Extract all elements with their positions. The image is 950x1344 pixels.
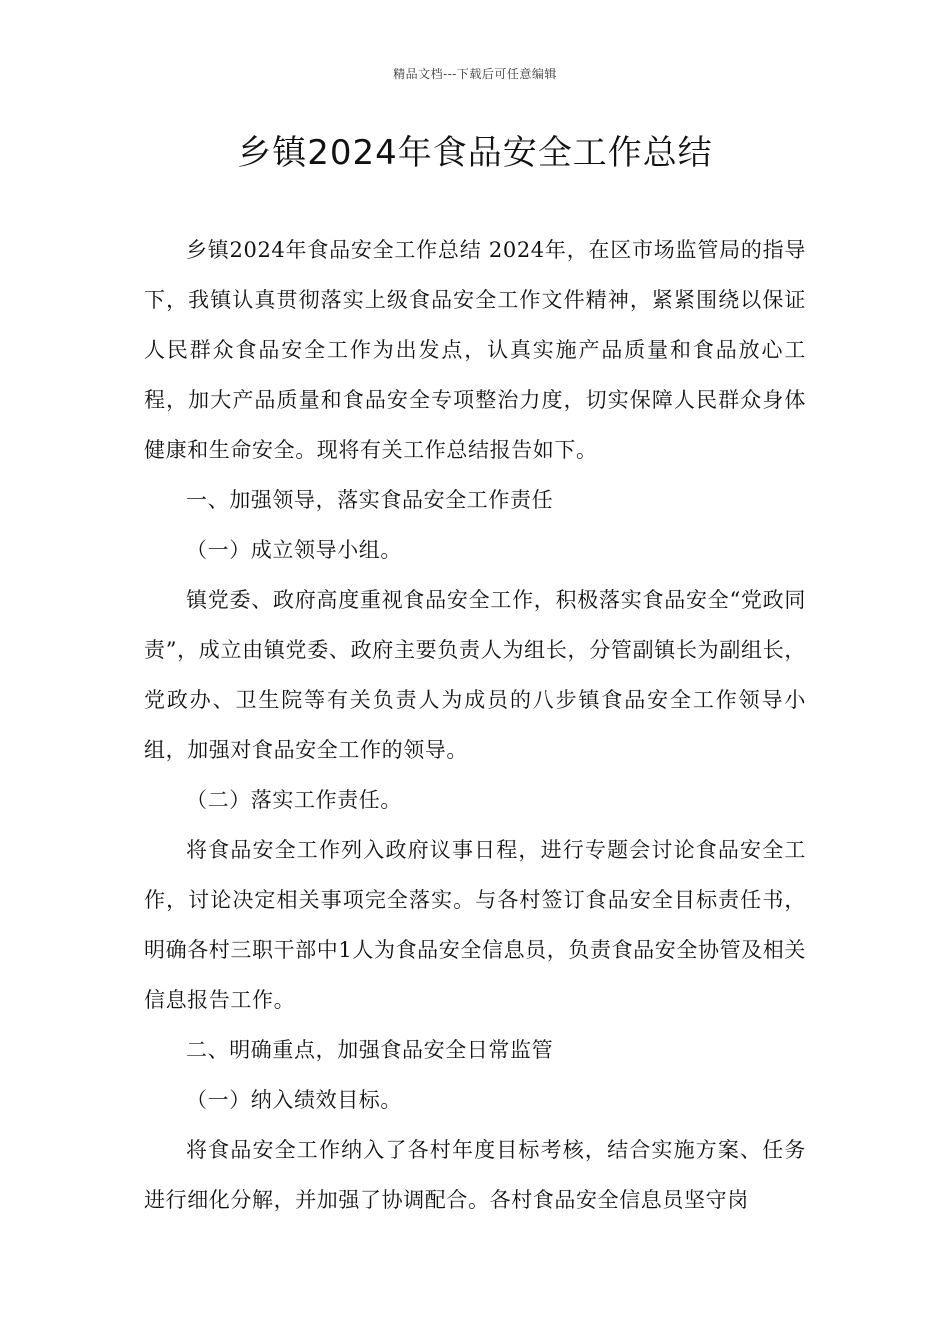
header-note: 精品文档---下载后可任意编辑 xyxy=(393,67,557,81)
subsection-heading-2-1: （一）纳入绩效目标。 xyxy=(186,1088,402,1112)
section-heading-1: 一、加强领导，落实食品安全工作责任 xyxy=(186,488,554,512)
section-heading-2: 二、明确重点，加强食品安全日常监管 xyxy=(186,1038,554,1062)
paragraph-intro: 乡镇2024年食品安全工作总结 2024年，在区市场监管局的指导下，我镇认真贯彻落实上级食品安全工作文件精神，紧紧围绕以保证人民群众食品安全工作为出发点，认真实施产品质量和食品放心工程，加大产品质量和食品安全专项整治力度，切实保障人民群众身体健康和生命安全。现将有关工作总结报告如下。 xyxy=(144,238,806,462)
paragraph-1-2: 将食品安全工作列入政府议事日程，进行专题会讨论食品安全工作，讨论决定相关事项完全落实。与各村签订食品安全目标责任书，明确各村三职干部中1人为食品安全信息员，负责食品安全协管及相关信息报告工作。 xyxy=(144,838,806,1012)
document-body xyxy=(144,225,806,1225)
document-title: 乡镇2024年食品安全工作总结 xyxy=(237,133,713,173)
subsection-heading-1-2: （二）落实工作责任。 xyxy=(186,788,402,812)
paragraph-2-1: 将食品安全工作纳入了各村年度目标考核，结合实施方案、任务进行细化分解，并加强了协调配合。各村食品安全信息员坚守岗 xyxy=(144,1138,806,1212)
paragraph-1-1: 镇党委、政府高度重视食品安全工作，积极落实食品安全“党政同责”，成立由镇党委、政府主要负责人为组长，分管副镇长为副组长，党政办、卫生院等有关负责人为成员的八步镇食品安全工作领导小组，加强对食品安全工作的领导。 xyxy=(144,588,806,762)
subsection-heading-1-1: （一）成立领导小组。 xyxy=(186,538,402,562)
